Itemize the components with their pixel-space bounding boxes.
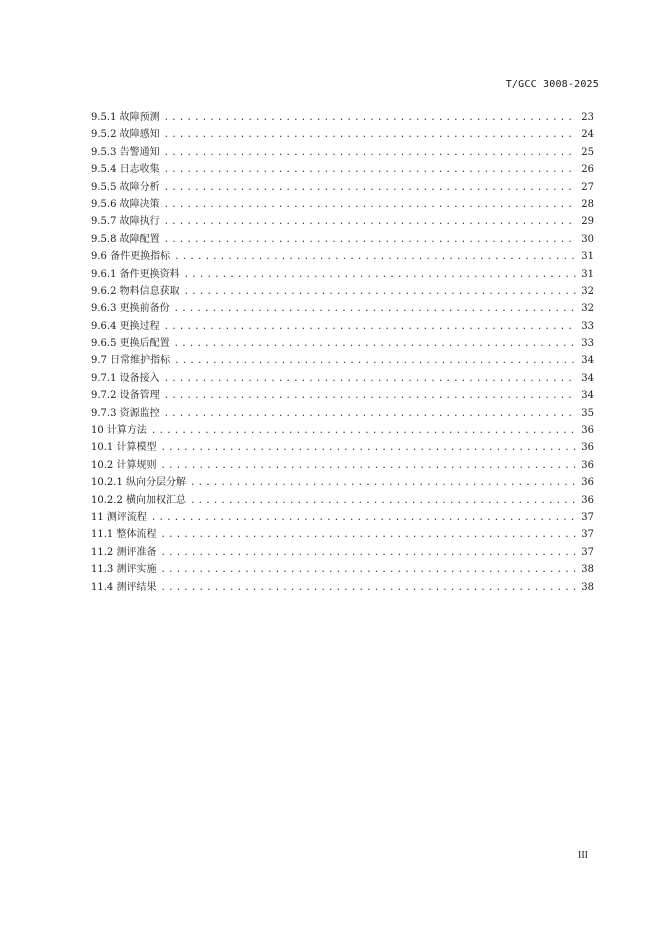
toc-entry[interactable] <box>91 492 594 509</box>
toc-entry[interactable] <box>91 457 594 474</box>
toc-entry-page: 36 <box>581 442 594 454</box>
toc-dot-leader <box>151 423 576 439</box>
toc-dot-leader <box>164 232 576 248</box>
toc-entry-page: 31 <box>581 268 594 280</box>
toc-entry-title: 10 计算方法 <box>91 425 147 437</box>
toc-entry[interactable] <box>91 439 594 456</box>
toc-entry-page: 36 <box>581 425 594 437</box>
toc-dot-leader <box>164 162 576 178</box>
toc-entry-title: 9.5.1 故障预测 <box>91 112 160 123</box>
table-of-contents <box>91 109 594 596</box>
document-code: T/GCC 3008-2025 <box>505 79 599 90</box>
page-number: III <box>578 850 588 861</box>
toc-entry[interactable] <box>91 283 594 300</box>
toc-dot-leader <box>174 353 576 369</box>
toc-entry-page: 32 <box>581 285 594 297</box>
toc-dot-leader <box>160 562 576 578</box>
toc-dot-leader <box>164 127 576 143</box>
toc-entry-page: 38 <box>581 581 594 593</box>
toc-dot-leader <box>174 249 576 265</box>
toc-entry[interactable] <box>91 300 594 317</box>
toc-entry-page: 33 <box>581 338 594 350</box>
toc-entry[interactable] <box>91 109 594 126</box>
toc-dot-leader <box>160 458 576 474</box>
toc-entry[interactable] <box>91 422 594 439</box>
toc-entry-page: 33 <box>581 320 594 332</box>
toc-entry-title: 10.2 计算规则 <box>91 459 157 471</box>
toc-dot-leader <box>164 197 576 213</box>
toc-entry-page: 28 <box>581 198 594 210</box>
toc-entry-page: 32 <box>581 303 594 315</box>
toc-entry-title: 9.7.2 设备管理 <box>91 390 160 402</box>
toc-dot-leader <box>164 214 576 230</box>
toc-dot-leader <box>164 371 576 387</box>
toc-entry-title: 9.5.2 故障感知 <box>91 129 160 141</box>
toc-entry-title: 10.1 计算模型 <box>91 442 157 454</box>
toc-entry-title: 9.5.8 故障配置 <box>91 233 160 245</box>
toc-entry[interactable] <box>91 318 594 335</box>
toc-dot-leader <box>164 145 576 161</box>
toc-entry-title: 9.5.3 告警通知 <box>91 146 160 158</box>
toc-entry[interactable] <box>91 231 594 248</box>
toc-entry[interactable] <box>91 161 594 178</box>
toc-entry[interactable] <box>91 352 594 369</box>
toc-entry-title: 9.7 日常维护指标 <box>91 355 171 367</box>
toc-entry-title: 10.2.2 横向加权汇总 <box>91 494 186 506</box>
toc-entry-title: 10.2.1 纵向分层分解 <box>91 477 186 489</box>
toc-entry-page: 29 <box>581 216 594 228</box>
toc-entry-title: 9.6 备件更换指标 <box>91 251 171 263</box>
toc-entry-page: 23 <box>581 112 594 123</box>
toc-entry[interactable] <box>91 335 594 352</box>
toc-entry[interactable] <box>91 196 594 213</box>
toc-dot-leader <box>184 284 576 300</box>
toc-entry-title: 9.6.1 备件更换资料 <box>91 268 180 280</box>
toc-entry-page: 36 <box>581 494 594 506</box>
toc-entry-page: 26 <box>581 164 594 176</box>
toc-entry-page: 27 <box>581 181 594 193</box>
toc-entry-title: 9.5.5 故障分析 <box>91 181 160 193</box>
toc-entry-page: 34 <box>581 390 594 402</box>
toc-entry[interactable] <box>91 544 594 561</box>
toc-entry-page: 31 <box>581 251 594 263</box>
toc-entry-title: 9.6.3 更换前备份 <box>91 303 170 315</box>
toc-entry-page: 30 <box>581 233 594 245</box>
toc-dot-leader <box>164 388 576 404</box>
toc-dot-leader <box>164 110 576 126</box>
toc-entry-page: 36 <box>581 477 594 489</box>
toc-entry[interactable] <box>91 387 594 404</box>
toc-entry-title: 9.6.5 更换后配置 <box>91 338 170 350</box>
toc-entry-title: 9.5.6 故障决策 <box>91 198 160 210</box>
toc-entry-title: 9.6.4 更换过程 <box>91 320 160 332</box>
toc-entry-title: 11 测评流程 <box>91 511 147 523</box>
toc-entry-page: 37 <box>581 511 594 523</box>
toc-entry-page: 34 <box>581 355 594 367</box>
toc-entry-title: 9.7.3 资源监控 <box>91 407 160 419</box>
toc-dot-leader <box>190 475 576 491</box>
toc-entry-page: 34 <box>581 372 594 384</box>
toc-entry[interactable] <box>91 126 594 143</box>
toc-dot-leader <box>151 510 576 526</box>
toc-entry[interactable] <box>91 266 594 283</box>
toc-entry-title: 9.5.7 故障执行 <box>91 216 160 228</box>
toc-dot-leader <box>160 440 576 456</box>
toc-entry[interactable] <box>91 213 594 230</box>
toc-entry[interactable] <box>91 248 594 265</box>
toc-entry[interactable] <box>91 509 594 526</box>
toc-entry[interactable] <box>91 370 594 387</box>
toc-dot-leader <box>164 180 576 196</box>
toc-entry[interactable] <box>91 405 594 422</box>
toc-entry-title: 11.4 测评结果 <box>91 581 157 593</box>
toc-dot-leader <box>184 267 576 283</box>
toc-dot-leader <box>160 580 576 596</box>
toc-entry-page: 24 <box>581 129 594 141</box>
toc-entry[interactable] <box>91 526 594 543</box>
toc-entry[interactable] <box>91 144 594 161</box>
toc-entry-title: 11.2 测评准备 <box>91 546 157 558</box>
toc-dot-leader <box>164 319 576 335</box>
toc-entry[interactable] <box>91 179 594 196</box>
toc-dot-leader <box>160 545 576 561</box>
toc-dot-leader <box>160 527 576 543</box>
toc-entry[interactable] <box>91 561 594 578</box>
toc-entry[interactable] <box>91 579 594 596</box>
toc-entry-title: 9.7.1 设备接入 <box>91 372 160 384</box>
toc-dot-leader <box>174 336 576 352</box>
toc-entry-title: 9.5.4 日志收集 <box>91 164 160 176</box>
toc-dot-leader <box>174 301 576 317</box>
toc-entry-title: 11.1 整体流程 <box>91 529 157 541</box>
toc-entry[interactable] <box>91 474 594 491</box>
toc-entry-page: 37 <box>581 529 594 541</box>
toc-dot-leader <box>164 406 576 422</box>
toc-entry-page: 36 <box>581 459 594 471</box>
toc-entry-page: 25 <box>581 146 594 158</box>
toc-entry-page: 37 <box>581 546 594 558</box>
toc-entry-title: 11.3 测评实施 <box>91 564 157 576</box>
toc-entry-title: 9.6.2 物料信息获取 <box>91 285 180 297</box>
toc-entry-page: 38 <box>581 564 594 576</box>
toc-dot-leader <box>190 493 576 509</box>
toc-entry-page: 35 <box>581 407 594 419</box>
